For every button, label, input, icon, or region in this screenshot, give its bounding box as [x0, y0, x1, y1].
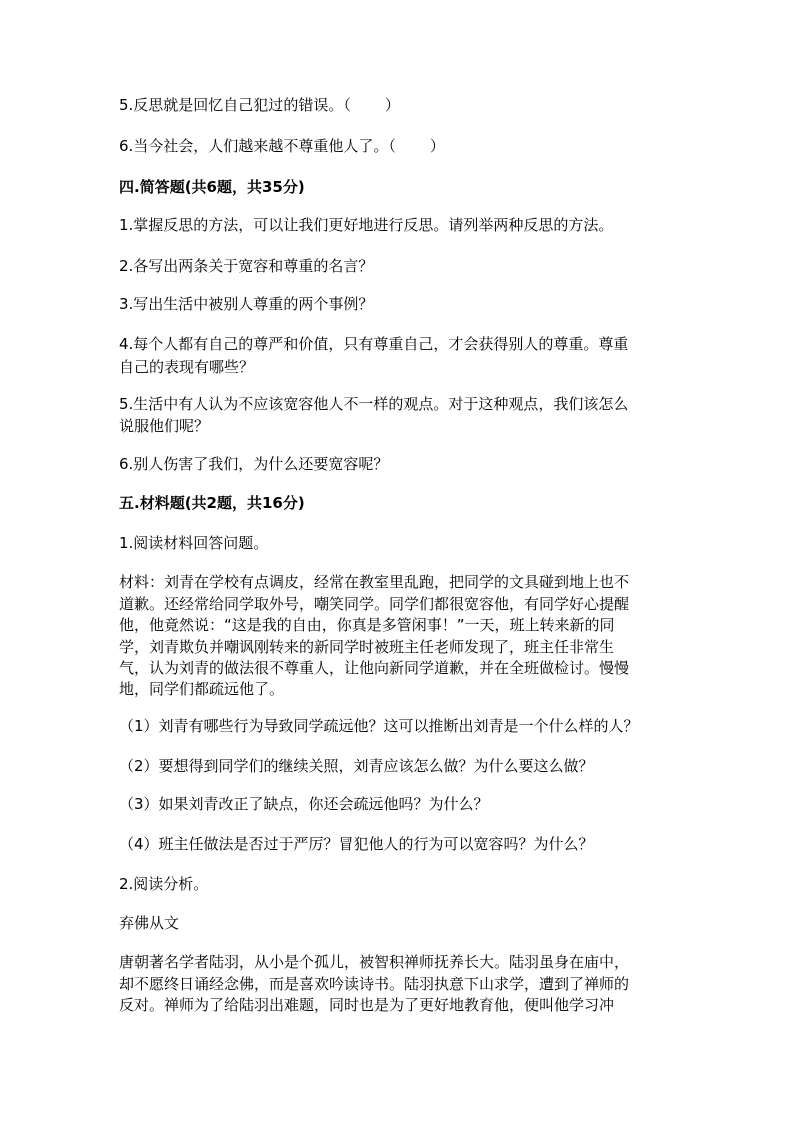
short-answer-q1: 1.掌握反思的方法，可以让我们更好地进行反思。请列举两种反思的方法。	[119, 216, 614, 234]
tf-question-5: 5.反思就是回忆自己犯过的错误。（ ）	[119, 96, 400, 114]
sub-question-1: （1）刘青有哪些行为导致同学疏远他？这可以推断出刘青是一个什么样的人？	[119, 717, 639, 735]
material-2-prompt: 2.阅读分析。	[119, 875, 209, 893]
sub-question-3: （3）如果刘青改正了缺点，你还会疏远他吗？为什么？	[119, 795, 489, 813]
section-5-heading: 五.材料题(共2题，共16分)	[119, 494, 305, 512]
material-1-line2: 道歉。还经常给同学取外号，嘲笑同学。同学们都很宽容他，有同学好心提醒	[119, 595, 630, 613]
short-answer-q3: 3.写出生活中被别人尊重的两个事例？	[119, 295, 374, 313]
material-1-line6: 地，同学们都疏远他了。	[119, 680, 285, 698]
short-answer-q5-line1: 5.生活中有人认为不应该宽容他人不一样的观点。对于这种观点，我们该怎么	[119, 395, 629, 413]
material-2-line1: 唐朝著名学者陆羽，从小是个孤儿，被智积禅师抚养长大。陆羽虽身在庙中，	[119, 953, 630, 971]
tf-question-6: 6.当今社会，人们越来越不尊重他人了。（ ）	[119, 137, 445, 155]
short-answer-q4-line2: 自己的表现有哪些？	[119, 358, 255, 376]
short-answer-q6: 6.别人伤害了我们，为什么还要宽容呢？	[119, 455, 389, 473]
material-1-line3: 他，他竟然说：“这是我的自由，你真是多管闲事！”一天，班上转来新的同	[119, 616, 615, 634]
material-1-line1: 材料：刘青在学校有点调皮，经常在教室里乱跑，把同学的文具碰到地上也不	[119, 573, 630, 591]
material-2-line2: 却不愿终日诵经念佛，而是喜欢吟读诗书。陆羽执意下山求学，遭到了禅师的	[119, 975, 630, 993]
material-1-line4: 学，刘青欺负并嘲讽刚转来的新同学时被班主任老师发现了，班主任非常生	[119, 638, 615, 656]
short-answer-q2: 2.各写出两条关于宽容和尊重的名言？	[119, 257, 374, 275]
material-1-prompt: 1.阅读材料回答问题。	[119, 534, 269, 552]
short-answer-q4-line1: 4.每个人都有自己的尊严和价值，只有尊重自己，才会获得别人的尊重。尊重	[119, 335, 629, 353]
material-1-line5: 气，认为刘青的做法很不尊重人，让他向新同学道歉，并在全班做检讨。慢慢	[119, 659, 630, 677]
material-2-line3: 反对。禅师为了给陆羽出难题，同时也是为了更好地教育他，便叫他学习冲	[119, 996, 615, 1014]
short-answer-q5-line2: 说服他们呢？	[119, 417, 210, 435]
sub-question-2: （2）要想得到同学们的继续关照，刘青应该怎么做？为什么要这么做？	[119, 757, 594, 775]
sub-question-4: （4）班主任做法是否过于严厉？冒犯他人的行为可以宽容吗？为什么？	[119, 835, 594, 853]
material-2-title: 弃佛从文	[119, 914, 180, 932]
section-4-heading: 四.简答题(共6题，共35分)	[119, 178, 305, 196]
